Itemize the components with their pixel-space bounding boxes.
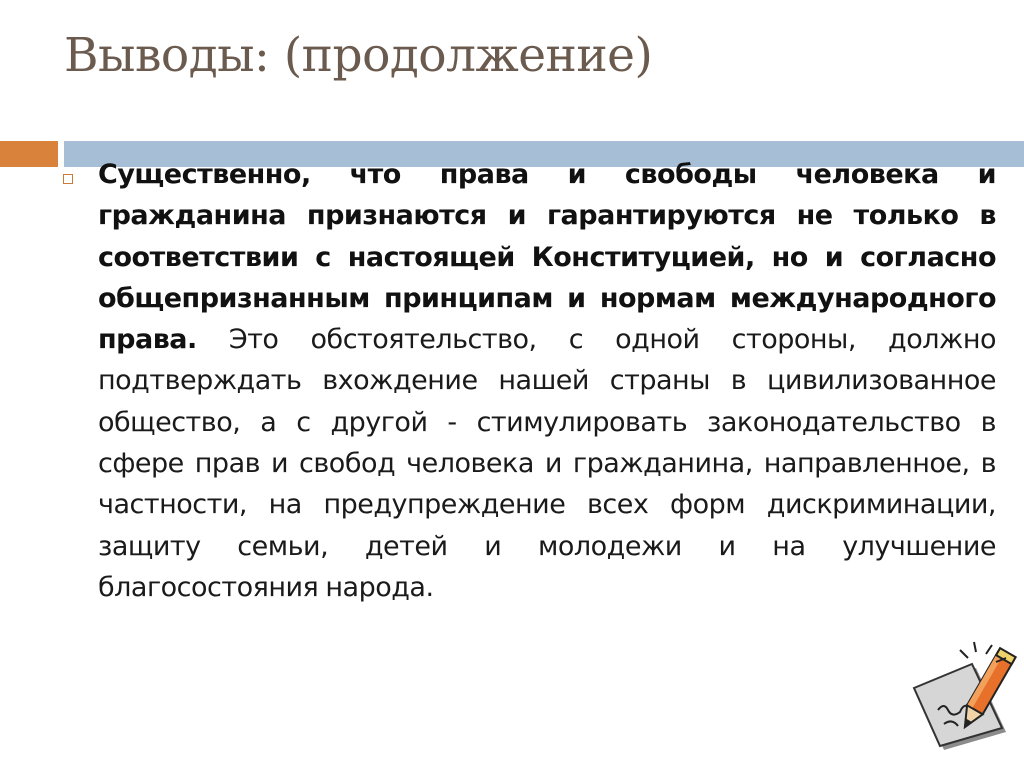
hollow-square-bullet-icon — [63, 174, 73, 184]
bullet-paragraph-regular: Это обстоятельство, с одной стороны, должно подтверждать вхождение нашей страны в цивилизованное общество, а с другой - стимулировать законодательство в сфере прав и свобод человека и гражданина, направленное, в частности, на предупреждение всех форм дискриминации, защиту семьи, детей и молодежи и на улучшение благосостояния народа. — [98, 324, 996, 603]
bullet-paragraph-bold: Существенно, что права и свободы человека и гражданина признаются и гарантируются не только в соответствии с настоящей Конституцией, но и согласно общепризнанным принципам и нормам международного права. — [98, 159, 996, 356]
pencil-and-paper-icon — [910, 640, 1018, 752]
slide-title: Выводы: (продолжение) — [64, 28, 653, 83]
bullet-paragraph — [98, 154, 996, 608]
accent-bar-orange — [0, 141, 58, 167]
